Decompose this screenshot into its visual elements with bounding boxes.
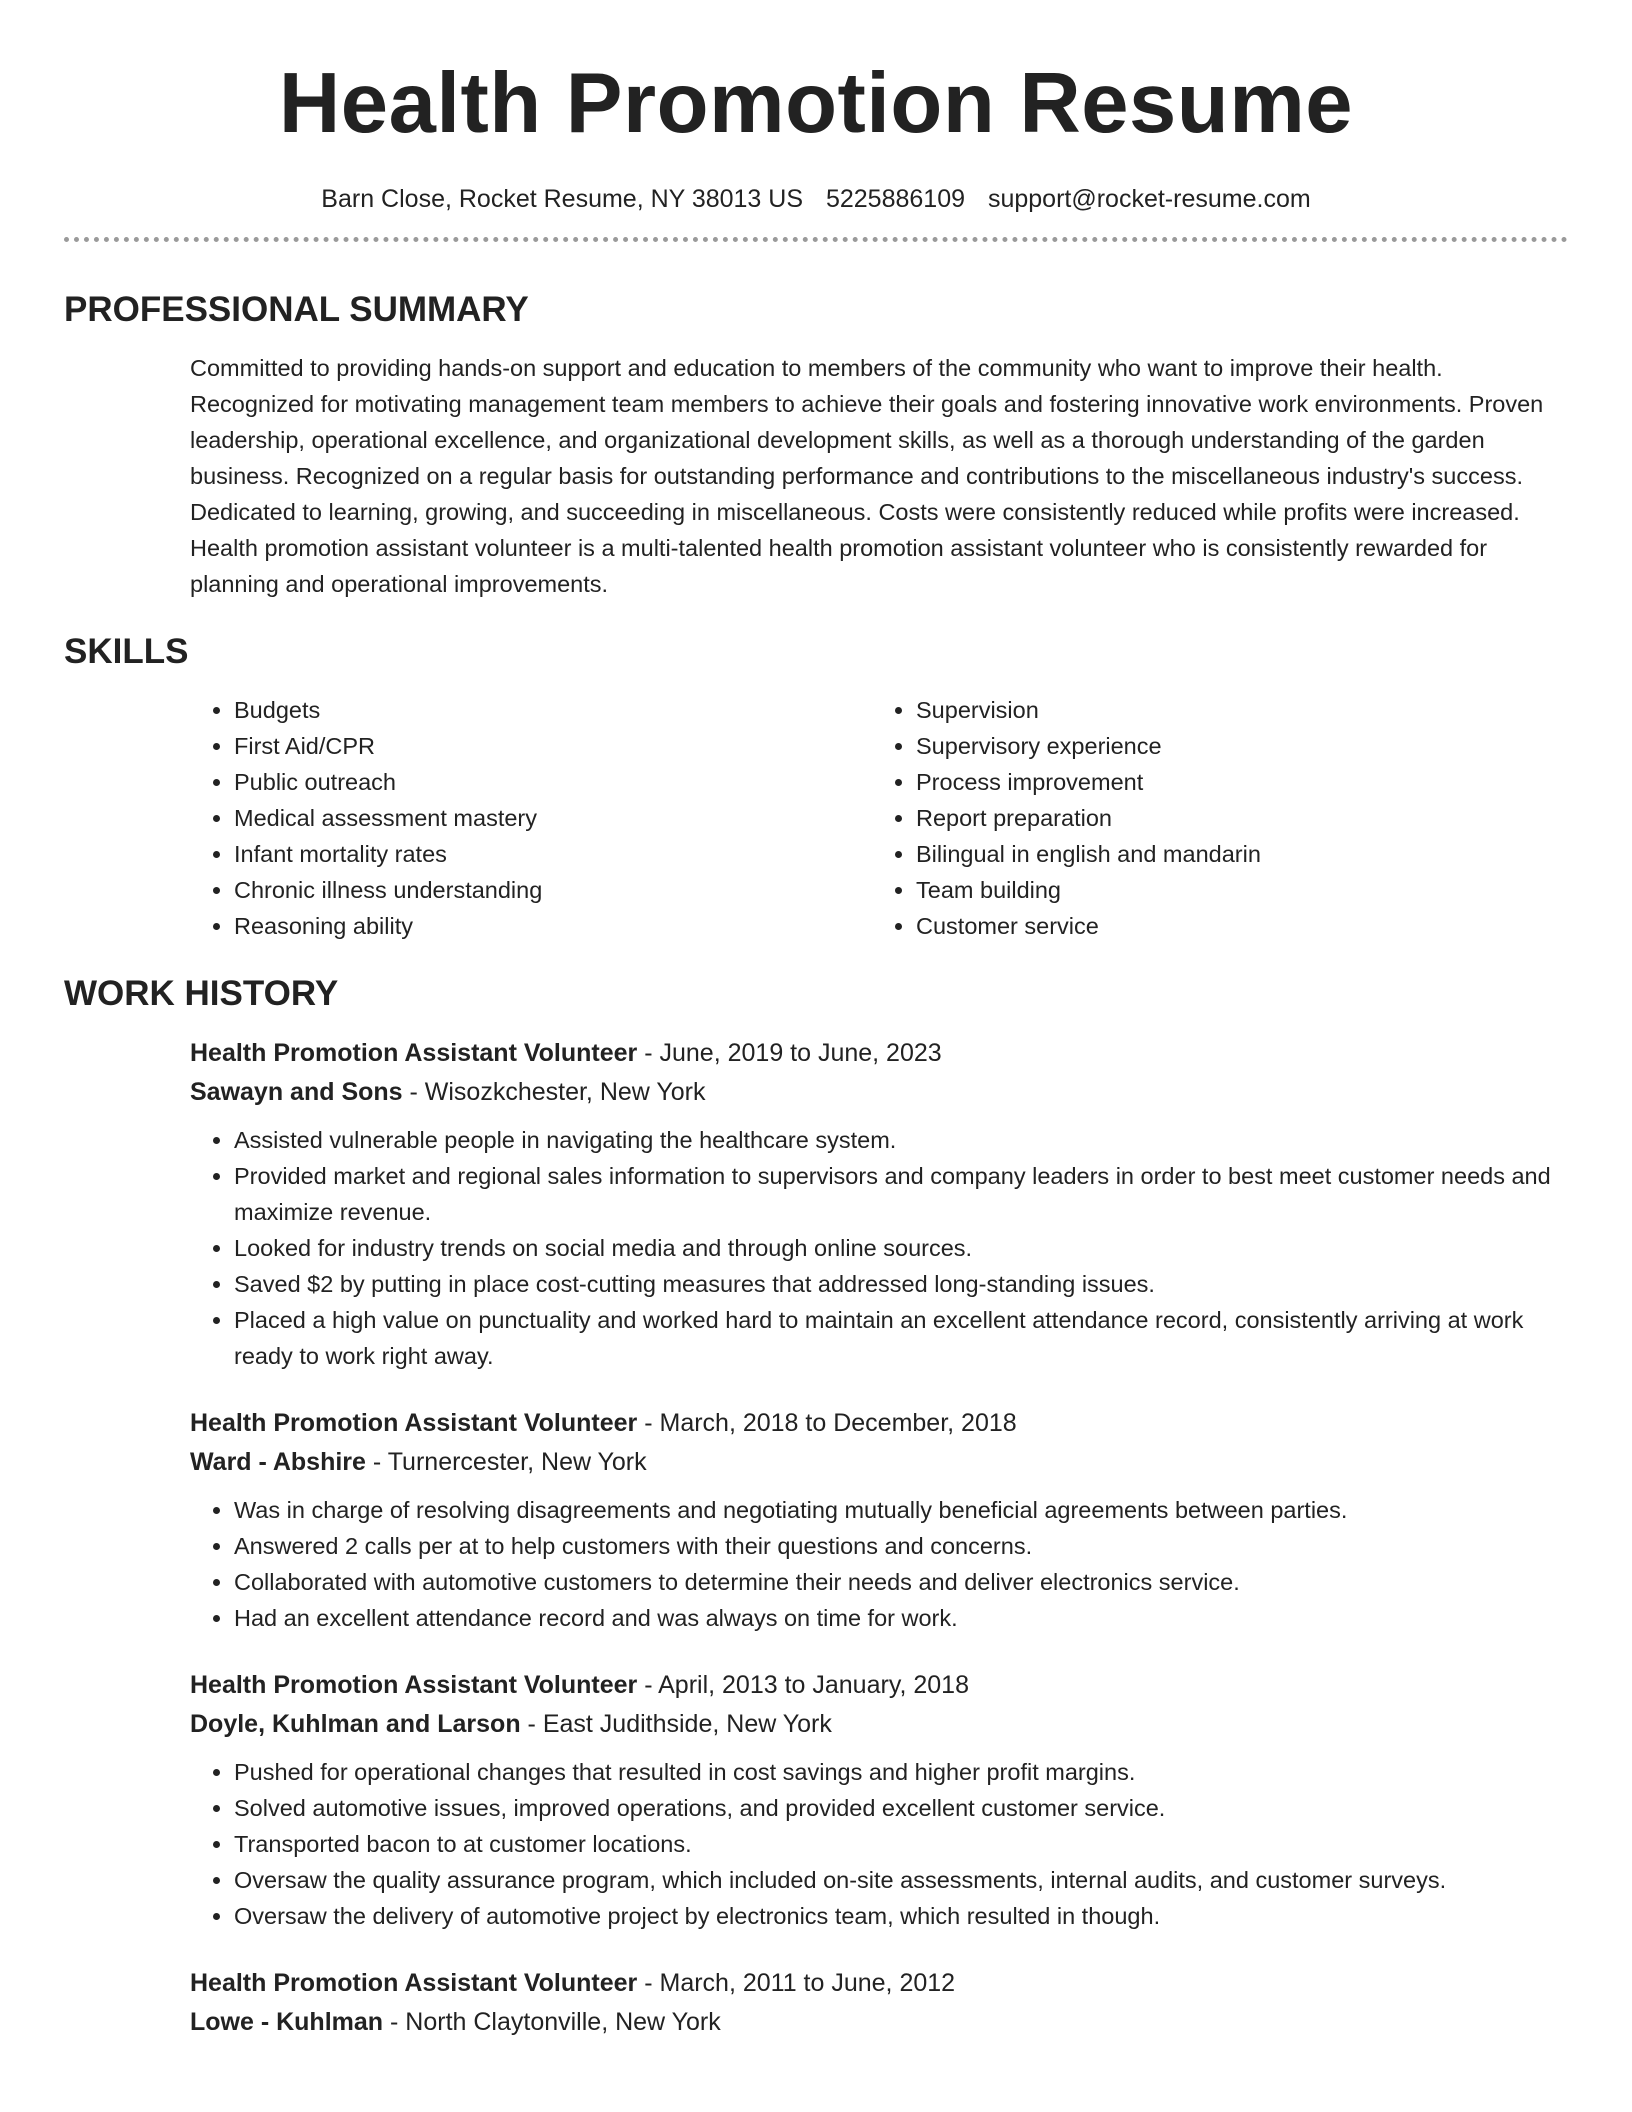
job-entry — [190, 1404, 1568, 1636]
skill-item: • Budgets — [234, 692, 872, 728]
summary-heading: PROFESSIONAL SUMMARY — [64, 290, 529, 329]
skill-item: • Bilingual in english and mandarin — [916, 836, 1261, 872]
work-history-section — [64, 1034, 1568, 2042]
job-entry — [190, 1666, 1568, 1934]
job-dates: - March, 2018 to December, 2018 — [637, 1409, 1017, 1437]
skill-item: • Customer service — [916, 908, 1261, 944]
skill-item: • Reasoning ability — [234, 908, 872, 944]
job-bullets — [190, 1492, 1568, 1636]
job-bullet: • Oversaw the quality assurance program, which included on-site assessments, internal audits, and customer surveys. — [234, 1862, 1568, 1898]
skills-list-right — [872, 692, 1261, 944]
skill-item: • Report preparation — [916, 800, 1261, 836]
summary-text: Committed to providing hands-on support and education to members of the community who want to improve their health. Recognized for motivating management team members to achieve their goals and fostering innovative work environments. Proven leadership, operational excellence, and organizational development skills, as well as a thorough understanding of the garden business. Recognized on a regular basis for outstanding performance and contributions to the miscellaneous industry's success. Dedicated to learning, growing, and succeeding in miscellaneous. Costs were consistently reduced while profits were increased. Health promotion assistant volunteer is a multi-talented health promotion assistant volunteer who is consistently rewarded for planning and operational improvements. — [190, 355, 1544, 597]
job-role: Health Promotion Assistant Volunteer — [190, 1039, 638, 1067]
skill-item: • Chronic illness understanding — [234, 872, 872, 908]
job-dates: - June, 2019 to June, 2023 — [637, 1039, 942, 1067]
skills-section — [64, 692, 1568, 944]
job-bullet: • Provided market and regional sales information to supervisors and company leaders in order to best meet customer needs and maximize revenue. — [234, 1158, 1568, 1230]
skill-item: • Medical assessment mastery — [234, 800, 872, 836]
job-title-line — [190, 1404, 1568, 1443]
job-bullet: • Assisted vulnerable people in navigating the healthcare system. — [234, 1122, 1568, 1158]
job-company: Doyle, Kuhlman and Larson — [190, 1710, 521, 1738]
job-title-line — [190, 1666, 1568, 1705]
job-bullet: • Transported bacon to at customer locations. — [234, 1826, 1568, 1862]
summary-section — [64, 350, 1568, 602]
job-title-line — [190, 1034, 1568, 1073]
skill-item: • First Aid/CPR — [234, 728, 872, 764]
job-location: - Turnercester, New York — [365, 1448, 647, 1476]
job-company-line — [190, 2003, 1568, 2042]
job-company: Sawayn and Sons — [190, 1078, 403, 1106]
job-bullets — [190, 1122, 1568, 1374]
job-company-line — [190, 1073, 1568, 1112]
job-dates: - March, 2011 to June, 2012 — [637, 1969, 956, 1997]
job-entry — [190, 1034, 1568, 1374]
job-bullet: • Oversaw the delivery of automotive project by electronics team, which resulted in though. — [234, 1898, 1568, 1934]
contact-phone: 5225886109 — [825, 185, 966, 213]
job-entry — [190, 1964, 1568, 2042]
job-dates: - April, 2013 to January, 2018 — [637, 1671, 969, 1699]
job-company: Lowe - Kuhlman — [190, 2008, 384, 2036]
job-bullet: • Saved $2 by putting in place cost-cutting measures that addressed long-standing issues. — [234, 1266, 1568, 1302]
job-location: - East Judithside, New York — [520, 1710, 832, 1738]
header-divider — [64, 237, 1568, 242]
job-location: - Wisozkchester, New York — [402, 1078, 706, 1106]
skill-item: • Team building — [916, 872, 1261, 908]
job-title-line — [190, 1964, 1568, 2003]
contact-line — [64, 182, 1568, 216]
job-bullet: • Pushed for operational changes that resulted in cost savings and higher profit margins. — [234, 1754, 1568, 1790]
skill-item: • Process improvement — [916, 764, 1261, 800]
contact-email: support@rocket-resume.com — [987, 185, 1311, 213]
skills-heading: SKILLS — [64, 632, 189, 671]
skills-grid — [190, 692, 1568, 944]
contact-address: Barn Close, Rocket Resume, NY 38013 US — [321, 185, 804, 213]
job-bullet: • Collaborated with automotive customers to determine their needs and deliver electronics service. — [234, 1564, 1568, 1600]
job-company: Ward - Abshire — [190, 1448, 366, 1476]
resume-title: Health Promotion Resume — [278, 56, 1354, 151]
job-location: - North Claytonville, New York — [383, 2008, 721, 2036]
job-company-line — [190, 1443, 1568, 1482]
job-bullet: • Solved automotive issues, improved operations, and provided excellent customer service. — [234, 1790, 1568, 1826]
skill-item: • Public outreach — [234, 764, 872, 800]
job-bullet: • Answered 2 calls per at to help customers with their questions and concerns. — [234, 1528, 1568, 1564]
job-role: Health Promotion Assistant Volunteer — [190, 1671, 638, 1699]
skill-item: • Infant mortality rates — [234, 836, 872, 872]
job-bullet: • Had an excellent attendance record and was always on time for work. — [234, 1600, 1568, 1636]
skill-item: • Supervision — [916, 692, 1261, 728]
job-bullet: • Placed a high value on punctuality and worked hard to maintain an excellent attendance record, consistently arriving at work ready to work right away. — [234, 1302, 1568, 1374]
work-history-heading: WORK HISTORY — [64, 974, 339, 1013]
job-bullet: • Looked for industry trends on social media and through online sources. — [234, 1230, 1568, 1266]
job-company-line — [190, 1705, 1568, 1744]
job-bullet: • Was in charge of resolving disagreements and negotiating mutually beneficial agreements between parties. — [234, 1492, 1568, 1528]
job-role: Health Promotion Assistant Volunteer — [190, 1969, 638, 1997]
skill-item: • Supervisory experience — [916, 728, 1261, 764]
skills-list-left — [190, 692, 872, 944]
job-role: Health Promotion Assistant Volunteer — [190, 1409, 638, 1437]
job-bullets — [190, 1754, 1568, 1934]
